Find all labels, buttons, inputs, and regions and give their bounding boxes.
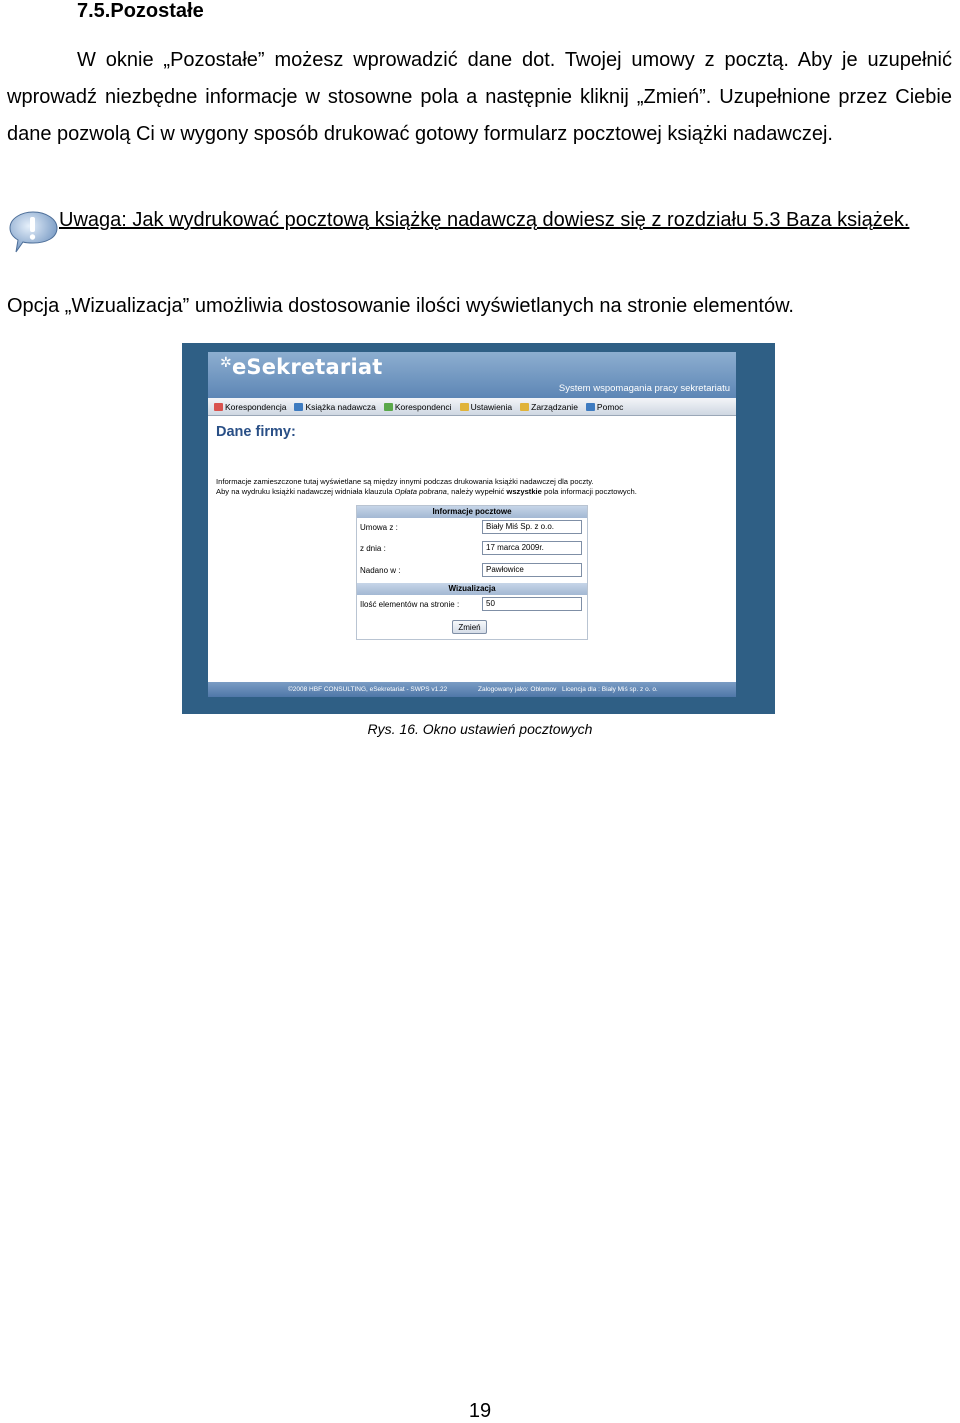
menu-item-icon <box>520 403 529 411</box>
section-heading: 7.5.Pozostałe <box>77 0 204 22</box>
menu-item-label: Zarządzanie <box>531 401 578 412</box>
date-input[interactable] <box>482 541 582 555</box>
field-row-items-per-page <box>357 596 587 614</box>
note-text: Uwaga: Jak wydrukować pocztową książkę nadawczą dowiesz się z rozdziału 5.3 Baza książek. <box>59 209 910 231</box>
menu-item-icon <box>384 403 393 411</box>
postal-info-header: Informacje pocztowe <box>357 506 587 518</box>
info-line-2b: , należy wypełnić <box>446 487 507 496</box>
field-row-sent-from <box>357 562 587 580</box>
sent-from-label: Nadano w : <box>360 566 401 575</box>
intro-paragraph-text: W oknie „Pozostałe” możesz wprowadzić dane dot. Twojej umowy z pocztą. Aby je uzupełnić wprowadź niezbędne informacje w stosowne pola a następnie kliknij „Zmień”. Uzupełnione przez Ciebie dane pozwolą Ci w wygony sposób drukować gotowy formularz pocztowej książki nadawczej. <box>7 49 952 145</box>
items-per-page-label: Ilość elementów na stronie : <box>360 600 460 609</box>
intro-paragraph <box>7 42 952 153</box>
visualization-header: Wizualizacja <box>357 583 587 595</box>
app-header <box>208 352 736 398</box>
info-line-2c: pola informacji pocztowych. <box>541 487 637 496</box>
contract-label: Umowa z : <box>360 523 398 532</box>
info-icon <box>6 210 60 254</box>
menu-item-label: Korespondencja <box>225 401 287 412</box>
menu-item-icon <box>214 403 223 411</box>
menu-item-label: Pomoc <box>596 401 624 412</box>
logo-star-icon: ✲ <box>220 355 232 371</box>
app-logo-text: eSekretariat <box>231 355 383 379</box>
screenshot-figure <box>182 343 775 714</box>
sent-from-input[interactable] <box>482 563 582 577</box>
app-tagline: System wspomagania pracy sekretariatu <box>558 383 730 394</box>
contract-input[interactable] <box>482 520 582 534</box>
menu-item-label: Korespondenci <box>394 401 452 412</box>
app-logo <box>220 355 383 379</box>
menu-item-icon <box>460 403 469 411</box>
menu-item-4[interactable] <box>520 402 578 412</box>
date-label: z dnia : <box>360 544 386 553</box>
figure-caption: Rys. 16. Okno ustawień pocztowych <box>367 721 593 737</box>
page-title: Dane firmy: <box>216 424 296 440</box>
footer-license: Licencja dla : Biały Miś sp. z o. o. <box>562 686 658 693</box>
items-per-page-input[interactable] <box>482 597 582 611</box>
info-line-2a: Aby na wydruku książki nadawczej widniała klauzula <box>216 487 395 496</box>
info-line-2-strong: wszystkie <box>506 487 542 496</box>
field-row-contract <box>357 519 587 537</box>
app-window <box>208 352 736 697</box>
page-number: 19 <box>468 1400 492 1422</box>
info-text <box>216 477 637 497</box>
menu-item-icon <box>294 403 303 411</box>
menu-item-label: Książka nadawcza <box>305 401 376 412</box>
info-line-2-emph: Opłata pobrana <box>394 487 447 496</box>
info-line-1: Informacje zamieszczone tutaj wyświetlane są między innymi podczas drukowania książki nadawczej dla poczty. <box>216 477 594 486</box>
change-button[interactable]: Zmień <box>452 620 487 634</box>
menu-item-2[interactable] <box>384 402 452 412</box>
visualization-paragraph: Opcja „Wizualizacja” umożliwia dostosowanie ilości wyświetlanych na stronie elementów. <box>7 295 794 317</box>
field-row-date <box>357 540 587 558</box>
menu-item-1[interactable] <box>294 402 375 412</box>
app-footer <box>208 682 736 697</box>
menu-item-0[interactable] <box>214 402 286 412</box>
footer-copyright: ©2008 HBF CONSULTING, eSekretariat - SWPS v1.22 <box>288 686 448 693</box>
menu-item-3[interactable] <box>460 402 513 412</box>
info-line-2 <box>216 487 637 497</box>
postal-form <box>356 505 588 640</box>
menu-item-icon <box>586 403 595 411</box>
menu-item-label: Ustawienia <box>470 401 513 412</box>
app-menu <box>208 398 736 416</box>
menu-item-5[interactable] <box>586 402 623 412</box>
footer-user: Zalogowany jako: Oblomov <box>478 686 557 693</box>
